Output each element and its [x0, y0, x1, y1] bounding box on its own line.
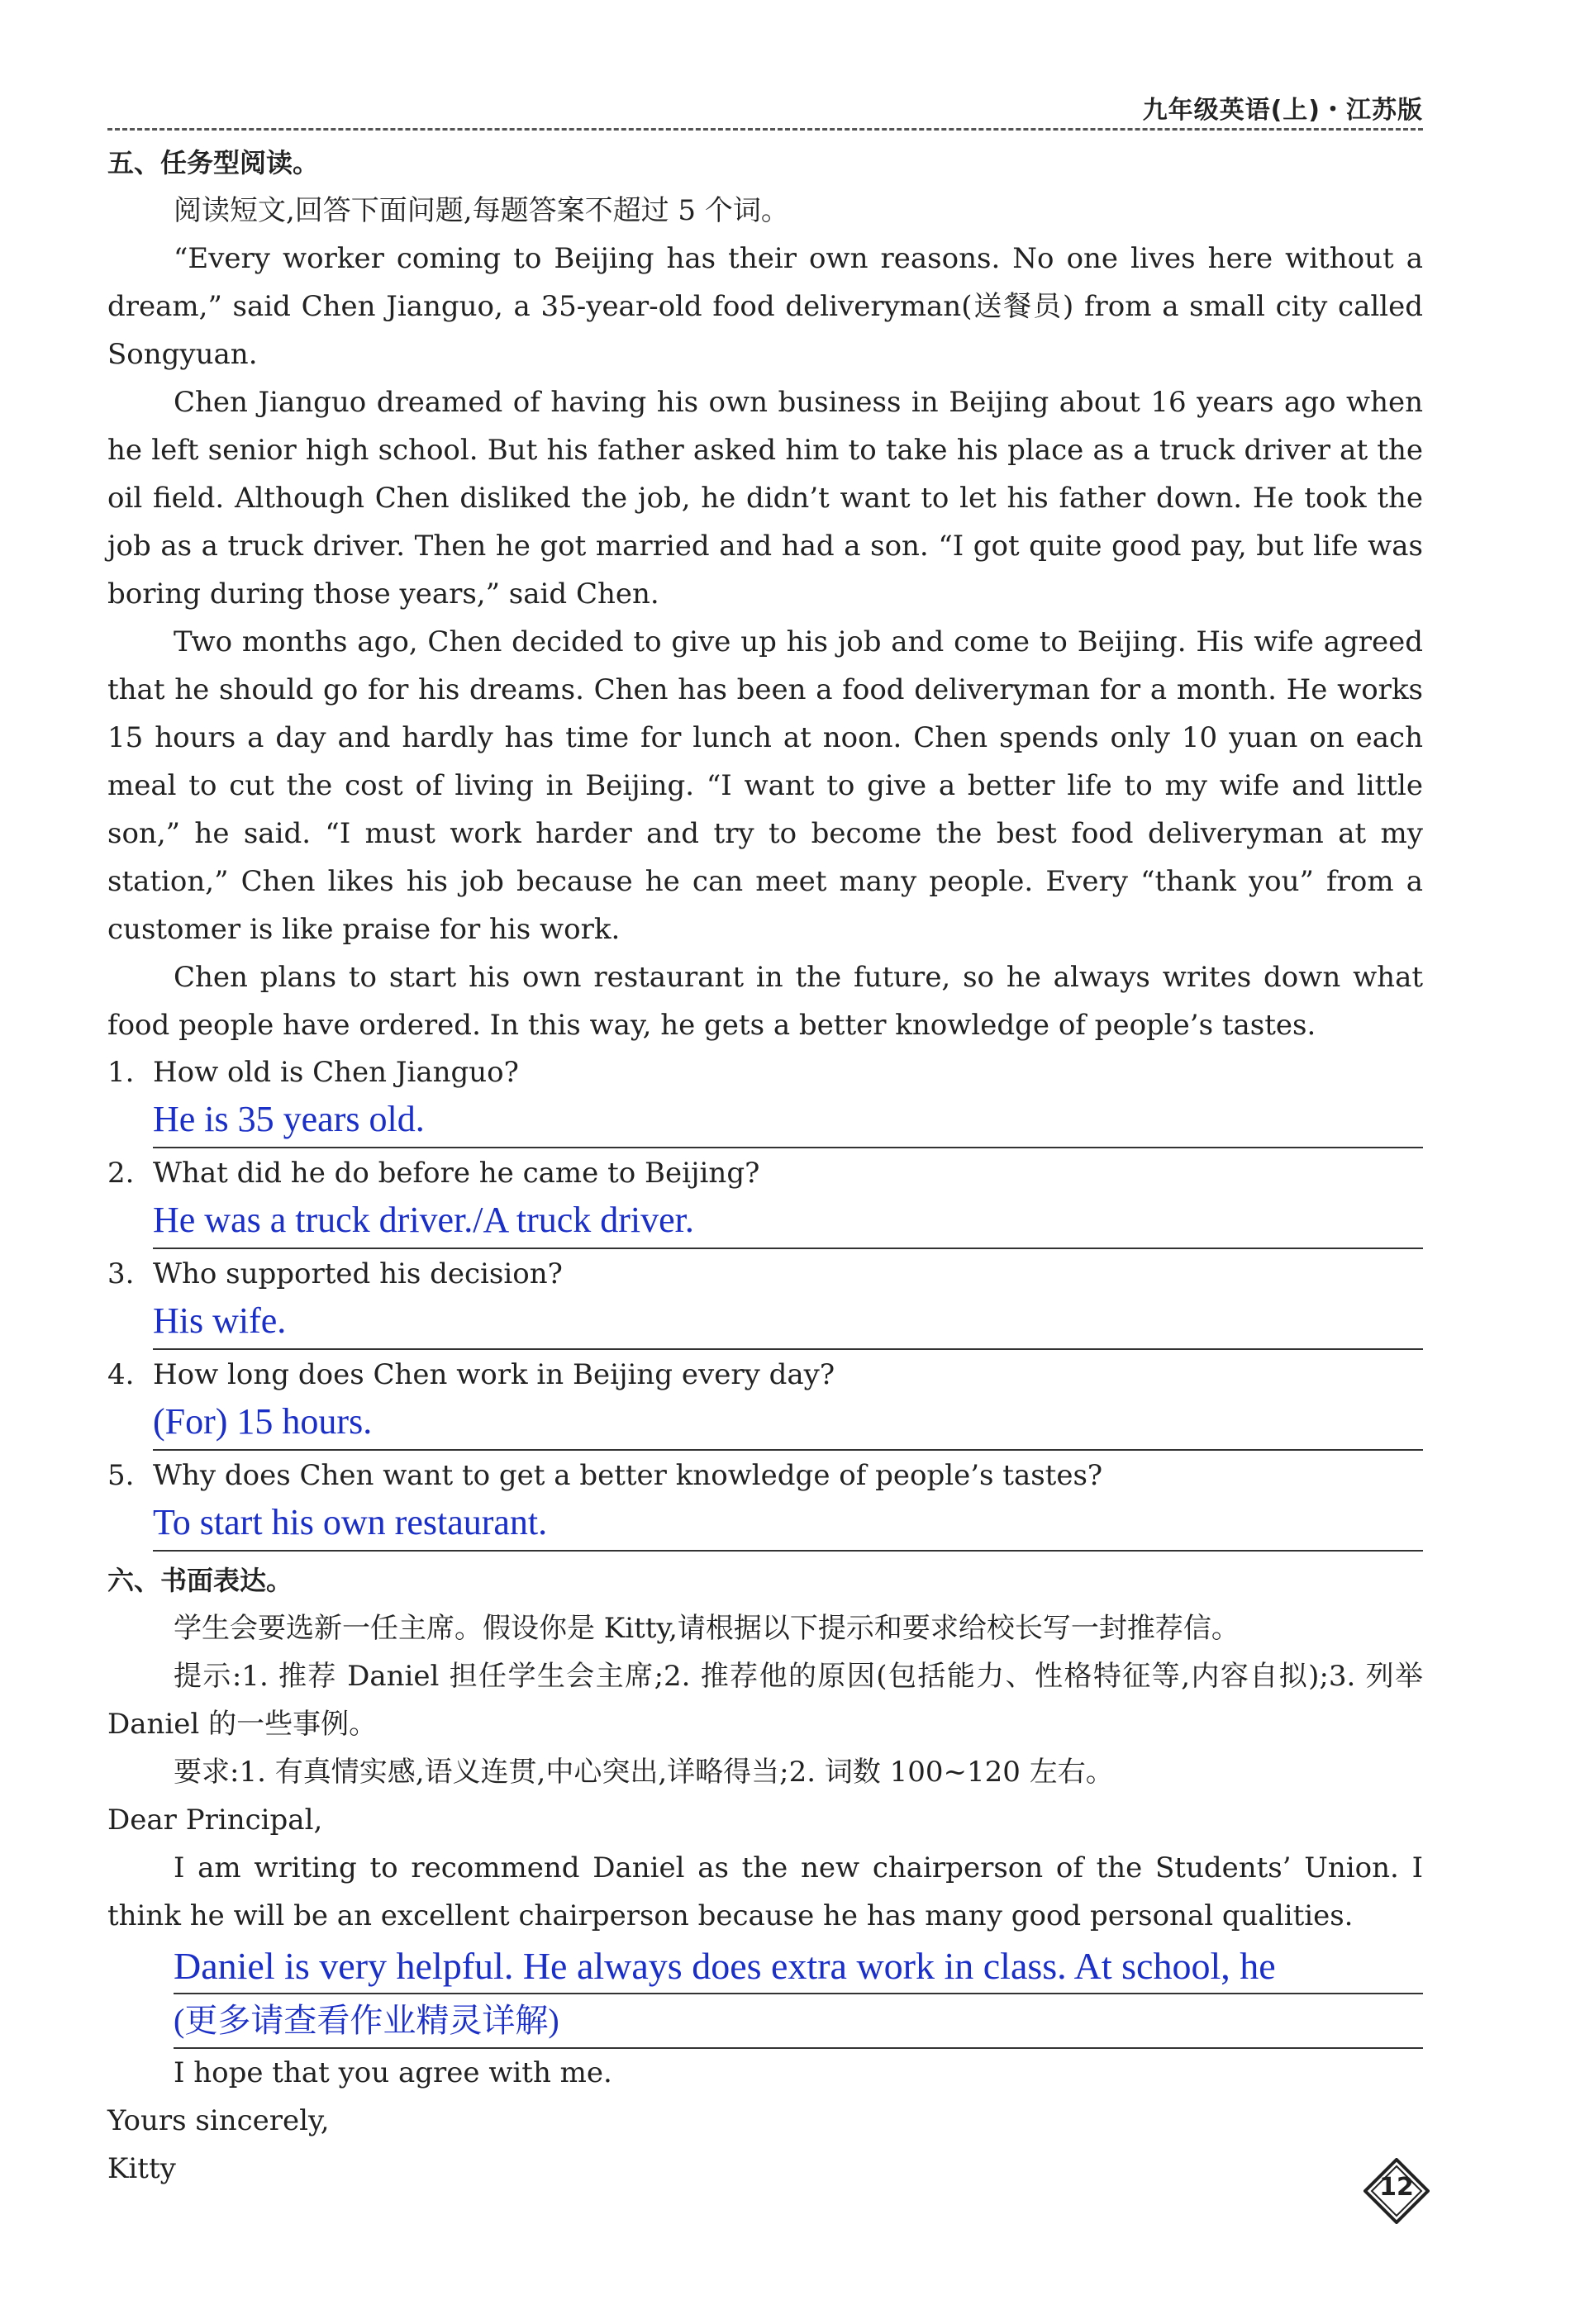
essay-answer-line[interactable]: Daniel is very helpful. He always does extra work in class. At school, he [174, 1940, 1423, 1994]
question-item [107, 1254, 1423, 1350]
question-number: 2. [107, 1157, 135, 1190]
reading-paragraph: Chen plans to start his own restaurant in the future, so he always writes down what food people have ordered. In this way, he gets a better knowledge of people’s tastes. [107, 961, 1423, 1042]
question-item [107, 1355, 1423, 1451]
answer-line[interactable]: His wife. [153, 1294, 1423, 1350]
question-text: What did he do before he came to Beijing? [153, 1157, 760, 1190]
question-text: How old is Chen Jianguo? [153, 1056, 519, 1089]
letter-signoff: Yours sincerely, [107, 2104, 330, 2137]
question-item [107, 1053, 1423, 1148]
page-number: 12 [1379, 2173, 1414, 2202]
writing-requirement: 要求:1. 有真情实感,语义连贯,中心突出,详略得当;2. 词数 100~120 左右。 [174, 1756, 1114, 1789]
question-number: 1. [107, 1056, 135, 1089]
reading-paragraph: Two months ago, Chen decided to give up his job and come to Beijing. His wife agreed that he should go for his dreams. Chen has been a food deliveryman for a month. He works 15 hours a day and hardly has time for lunch at noon. Chen spends only 10 yuan on each meal to cut the cost of living in Beijing. “I want to give a better life to my wife and little son,” he said. “I must work harder and try to become the best food deliveryman at my station,” Chen likes his job because he can meet many people. Every “thank you” from a customer is like praise for his work. [107, 625, 1423, 946]
page-header [107, 83, 1423, 131]
reading-paragraph: Chen Jianguo dreamed of having his own business in Beijing about 16 years ago when he left senior high school. But his father asked him to take his place as a truck driver at the oil field. Although Chen disliked the job, he didn’t want to let his father down. He took the job as a truck driver. Then he got married and had a son. “I got quite good pay, but life was boring during those years,” said Chen. [107, 386, 1423, 611]
page-number-badge [1363, 2158, 1430, 2224]
header-title: 九年级英语(上)・江苏版 [1142, 96, 1423, 125]
question-text: Who supported his decision? [153, 1257, 563, 1290]
question-number: 5. [107, 1459, 135, 1492]
letter-signature: Kitty [107, 2152, 176, 2185]
question-text: Why does Chen want to get a better knowledge of people’s tastes? [153, 1459, 1103, 1492]
question-list [107, 1053, 1423, 1552]
writing-hint: 提示:1. 推荐 Daniel 担任学生会主席;2. 推荐他的原因(包括能力、性格特征等,内容自拟);3. 列举 Daniel 的一些事例。 [107, 1660, 1423, 1741]
question-text: How long does Chen work in Beijing every day? [153, 1358, 835, 1391]
question-number: 3. [107, 1257, 135, 1290]
letter-opening: I am writing to recommend Daniel as the new chairperson of the Students’ Union. I think he will be an excellent chairperson because he has many good personal qualities. [107, 1851, 1423, 1932]
question-item [107, 1456, 1423, 1552]
letter-salutation: Dear Principal, [107, 1804, 323, 1837]
section-instruction: 阅读短文,回答下面问题,每题答案不超过 5 个词。 [174, 194, 789, 227]
page-content [107, 139, 1423, 2193]
reading-paragraph: “Every worker coming to Beijing has their own reasons. No one lives here without a dream,” said Chen Jianguo, a 35-year-old food deliveryman(送餐员) from a small city called Songyuan. [107, 242, 1423, 371]
answer-line[interactable]: (For) 15 hours. [153, 1395, 1423, 1451]
answer-line[interactable]: To start his own restaurant. [153, 1495, 1423, 1552]
section-title: 五、任务型阅读。 [107, 147, 320, 178]
letter-closing: I hope that you agree with me. [174, 2056, 612, 2089]
answer-line[interactable]: He is 35 years old. [153, 1092, 1423, 1148]
section-title: 六、书面表达。 [107, 1565, 293, 1596]
question-item [107, 1153, 1423, 1249]
writing-prompt: 学生会要选新一任主席。假设你是 Kitty,请根据以下提示和要求给校长写一封推荐信。 [174, 1612, 1240, 1645]
answer-line[interactable]: He was a truck driver./A truck driver. [153, 1193, 1423, 1249]
question-number: 4. [107, 1358, 135, 1391]
essay-answer-line[interactable]: (更多请查看作业精灵详解) [174, 1994, 1423, 2049]
